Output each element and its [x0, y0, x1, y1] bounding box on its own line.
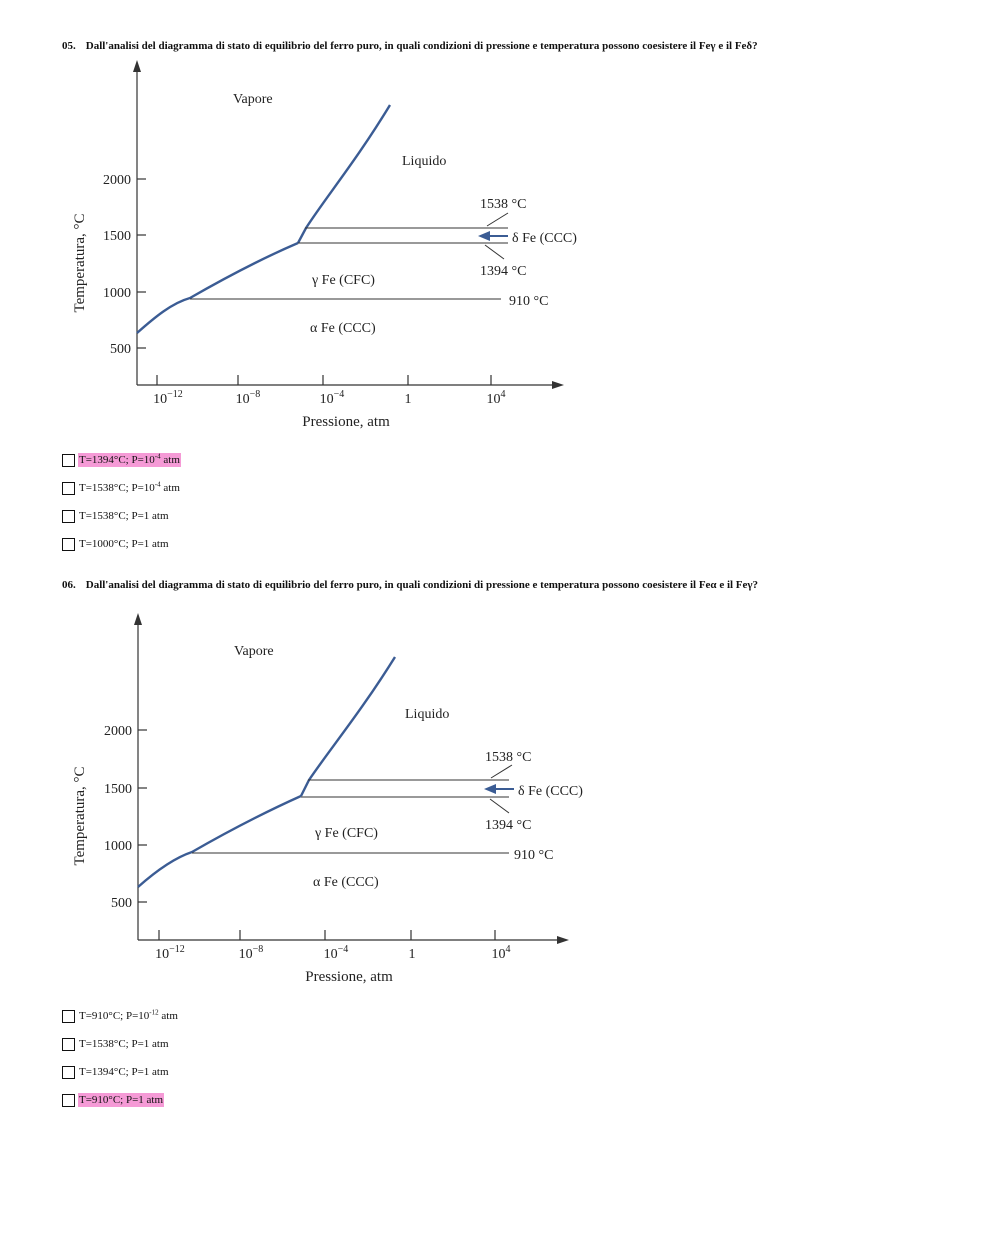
x-tick-label: $10^4$: [491, 944, 511, 962]
answer-option[interactable]: [62, 1092, 164, 1108]
region-gamma: γ Fe (CFC): [312, 273, 375, 288]
x-tick-label: $10^{-12}$: [153, 389, 183, 407]
checkbox[interactable]: [62, 1094, 75, 1107]
y-axis-label: Temperatura, °C: [72, 766, 88, 866]
region-gamma: γ Fe (CFC): [315, 826, 378, 841]
vapor-solid-curve: [138, 796, 301, 887]
y-tick-label: 1000: [104, 839, 132, 854]
checkbox[interactable]: [62, 1010, 75, 1023]
y-tick-label: 1500: [104, 782, 132, 797]
y-axis-arrow: [133, 60, 141, 72]
checkbox[interactable]: [62, 1038, 75, 1051]
option-text: T=1394°C; $P=10^{-4}$ atm: [79, 452, 180, 466]
region-liquido: Liquido: [405, 707, 450, 722]
pointer-1394: [485, 245, 504, 259]
question-text: Dall'analisi del diagramma di stato di equilibrio del ferro puro, in quali condizioni di pressione e temperatura possono coesistere il Feα e il Feγ?: [85, 579, 759, 591]
answer-option[interactable]: [62, 536, 170, 552]
axes: [138, 618, 563, 940]
x-tick-label: 1: [408, 947, 416, 962]
vapor-liquid-curve: [301, 657, 395, 796]
vapor-solid-curve: [137, 243, 298, 333]
y-tick-label: 2000: [103, 173, 131, 188]
pointer-1538: [487, 213, 508, 226]
answer-option[interactable]: [62, 508, 170, 524]
answer-option[interactable]: [62, 1008, 179, 1024]
x-tick-label: $10^{-12}$: [155, 944, 185, 962]
x-tick-label: 1: [404, 392, 412, 407]
answer-option[interactable]: [62, 452, 181, 468]
answer-option[interactable]: [62, 480, 181, 496]
region-vapore: Vapore: [233, 92, 273, 107]
option-text: T=910°C; $P=10^{-12}$ atm: [79, 1008, 178, 1022]
option-text: T=910°C; P=1 atm: [79, 1094, 164, 1106]
x-tick-label: $10^4$: [486, 389, 506, 407]
x-tick-label: $10^{-8}$: [235, 389, 261, 407]
label-1538: 1538 °C: [480, 197, 527, 212]
question-text: Dall'analisi del diagramma di stato di equilibrio del ferro puro, in quali condizioni di pressione e temperatura possono coesistere il Feγ e il Feδ?: [85, 40, 758, 52]
checkbox[interactable]: [62, 510, 75, 523]
region-delta: δ Fe (CCC): [512, 231, 577, 246]
question-05-title: [62, 40, 758, 52]
label-910: 910 °C: [514, 848, 554, 863]
phase-diagram: [60, 608, 600, 1008]
y-tick-label: 1000: [103, 286, 131, 301]
answer-option[interactable]: [62, 1036, 170, 1052]
checkbox[interactable]: [62, 482, 75, 495]
y-tick-label: 1500: [103, 229, 131, 244]
y-axis-arrow: [134, 613, 142, 625]
y-tick-label: 500: [111, 896, 132, 911]
region-delta: δ Fe (CCC): [518, 784, 583, 799]
x-tick-label: $10^{-4}$: [319, 389, 345, 407]
question-06-title: [62, 579, 758, 591]
question-number: 05.: [62, 40, 76, 52]
option-text: T=1538°C; $P=10^{-4}$ atm: [79, 480, 180, 494]
option-text: T=1394°C; P=1 atm: [79, 1066, 169, 1078]
y-axis-label: Temperatura, °C: [72, 213, 88, 313]
question-number: 06.: [62, 579, 76, 591]
delta-arrow-head: [478, 231, 490, 241]
option-text: T=1538°C; P=1 atm: [79, 510, 169, 522]
x-tick-label: $10^{-8}$: [238, 944, 264, 962]
pointer-1538: [491, 765, 512, 778]
region-alpha: α Fe (CCC): [313, 875, 379, 890]
region-vapore: Vapore: [234, 644, 274, 659]
x-tick-label: $10^{-4}$: [323, 944, 349, 962]
option-text: T=1538°C; P=1 atm: [79, 1038, 169, 1050]
checkbox[interactable]: [62, 538, 75, 551]
x-axis-arrow: [557, 936, 569, 944]
x-axis-label: Pressione, atm: [302, 414, 390, 430]
vapor-liquid-curve: [298, 105, 390, 243]
label-1394: 1394 °C: [480, 264, 527, 279]
delta-arrow-head: [484, 784, 496, 794]
label-910: 910 °C: [509, 294, 549, 309]
phase-diagram: [60, 55, 600, 455]
checkbox[interactable]: [62, 454, 75, 467]
label-1538: 1538 °C: [485, 750, 532, 765]
x-axis-label: Pressione, atm: [305, 969, 393, 985]
pointer-1394: [490, 799, 509, 813]
axes: [137, 65, 558, 385]
answer-option[interactable]: [62, 1064, 170, 1080]
checkbox[interactable]: [62, 1066, 75, 1079]
y-tick-label: 2000: [104, 724, 132, 739]
y-tick-label: 500: [110, 342, 131, 357]
label-1394: 1394 °C: [485, 818, 532, 833]
x-axis-arrow: [552, 381, 564, 389]
region-liquido: Liquido: [402, 154, 447, 169]
option-text: T=1000°C; P=1 atm: [79, 538, 169, 550]
region-alpha: α Fe (CCC): [310, 321, 376, 336]
